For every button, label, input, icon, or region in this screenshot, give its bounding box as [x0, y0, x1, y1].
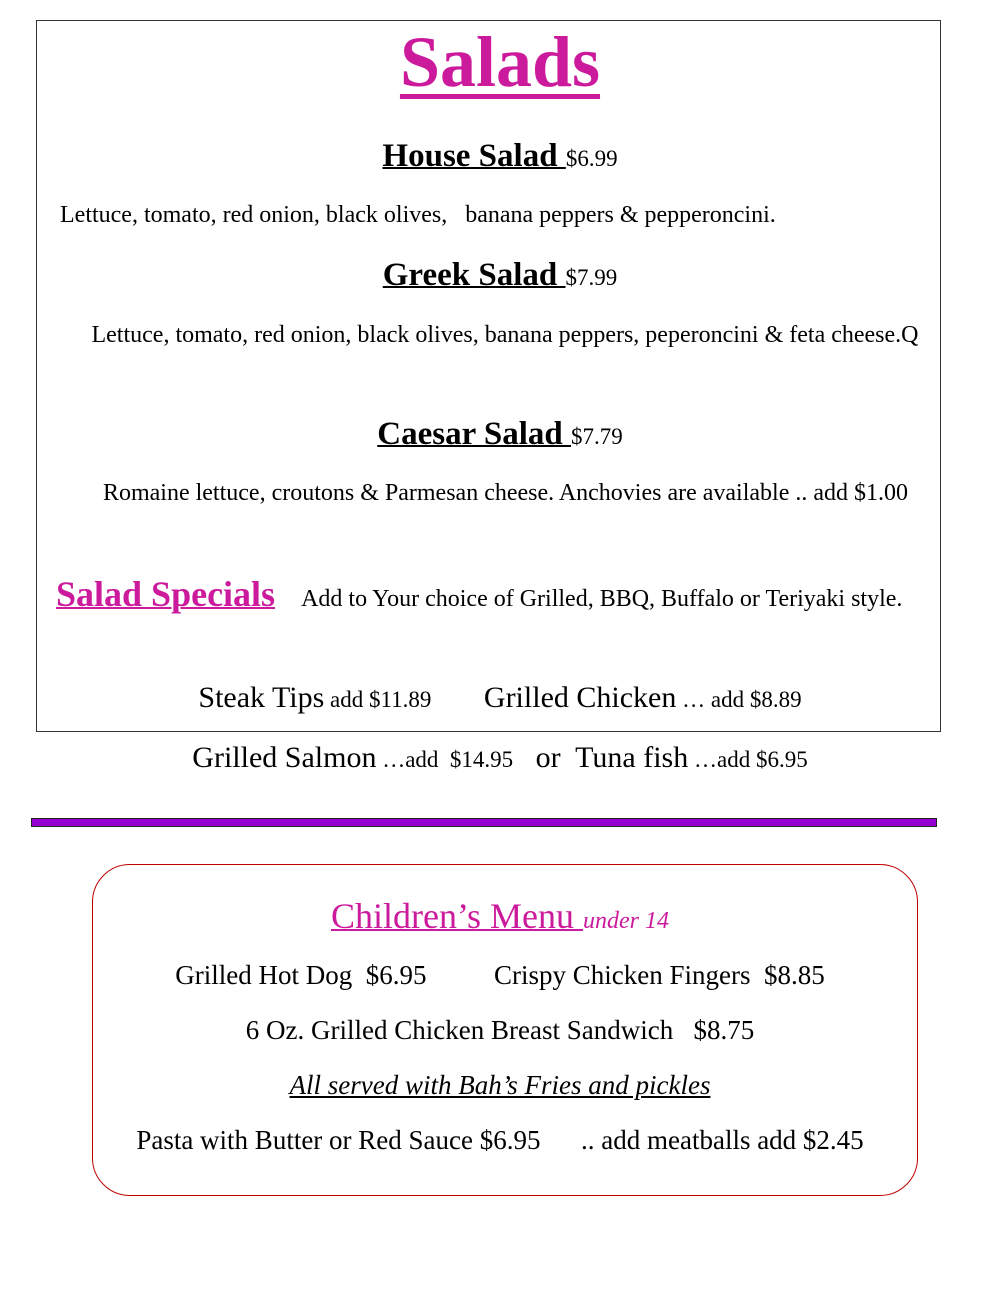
- chicken-fingers-item: Crispy Chicken Fingers $8.85: [493, 960, 825, 990]
- salad-specials-title: Salad Specials: [56, 574, 276, 614]
- kids-line-4: [0, 1123, 1000, 1157]
- salad-specials-text: Add to Your choice of Grilled, BBQ, Buffalo or Teriyaki style.: [301, 586, 903, 612]
- chicken-sandwich-item: 6 Oz. Grilled Chicken Breast Sandwich $8.75: [245, 1015, 755, 1045]
- tuna-fish-name: Tuna fish: [575, 741, 689, 774]
- or-word: or: [535, 741, 561, 774]
- salads-section-box: [36, 20, 941, 732]
- house-salad-heading: [0, 136, 1000, 179]
- greek-salad-name: Greek Salad: [382, 257, 566, 293]
- house-salad-description: Lettuce, tomato, red onion, black olives, banana peppers & pepperoncini.: [60, 202, 776, 228]
- addon-line-2: [0, 740, 1000, 778]
- greek-salad-price: $7.99: [565, 265, 618, 290]
- caesar-salad-description: Romaine lettuce, croutons & Parmesan cheese. Anchovies are available .. add $1.00: [102, 480, 909, 506]
- addon-line-1: [0, 680, 1000, 718]
- house-salad-price: $6.99: [565, 146, 618, 171]
- childrens-menu-title: Children’s Menu: [331, 896, 583, 936]
- grilled-salmon-price: …add $14.95: [376, 747, 514, 772]
- pasta-item: Pasta with Butter or Red Sauce $6.95: [136, 1125, 541, 1155]
- caesar-salad-name: Caesar Salad: [377, 416, 571, 452]
- tuna-fish-price: …add $6.95: [688, 747, 808, 772]
- salads-heading: Salads: [399, 22, 601, 102]
- steak-tips-price: add $11.89: [324, 687, 432, 712]
- greek-salad-heading: [0, 255, 1000, 298]
- grilled-chicken-name: Grilled Chicken: [483, 681, 677, 714]
- childrens-menu-heading: [0, 894, 1000, 943]
- kids-served-with-note: All served with Bah’s Fries and pickles: [289, 1070, 711, 1100]
- caesar-salad-price: $7.79: [571, 424, 623, 449]
- meatballs-addon: .. add meatballs add $2.45: [581, 1125, 864, 1155]
- kids-line-1: [0, 958, 1000, 992]
- grilled-salmon-name: Grilled Salmon: [192, 741, 377, 774]
- salad-specials-intro: [38, 572, 938, 621]
- steak-tips-name: Steak Tips: [198, 681, 325, 714]
- section-divider: [31, 818, 937, 827]
- greek-salad-description: Lettuce, tomato, red onion, black olives, banana peppers, peperoncini & feta cheese.Q: [91, 322, 919, 348]
- hot-dog-item: Grilled Hot Dog $6.95: [175, 960, 427, 990]
- house-salad-name: House Salad: [382, 138, 566, 174]
- childrens-menu-subtitle: under 14: [582, 908, 669, 934]
- grilled-chicken-price: … add $8.89: [676, 687, 802, 712]
- caesar-salad-heading: [0, 414, 1000, 457]
